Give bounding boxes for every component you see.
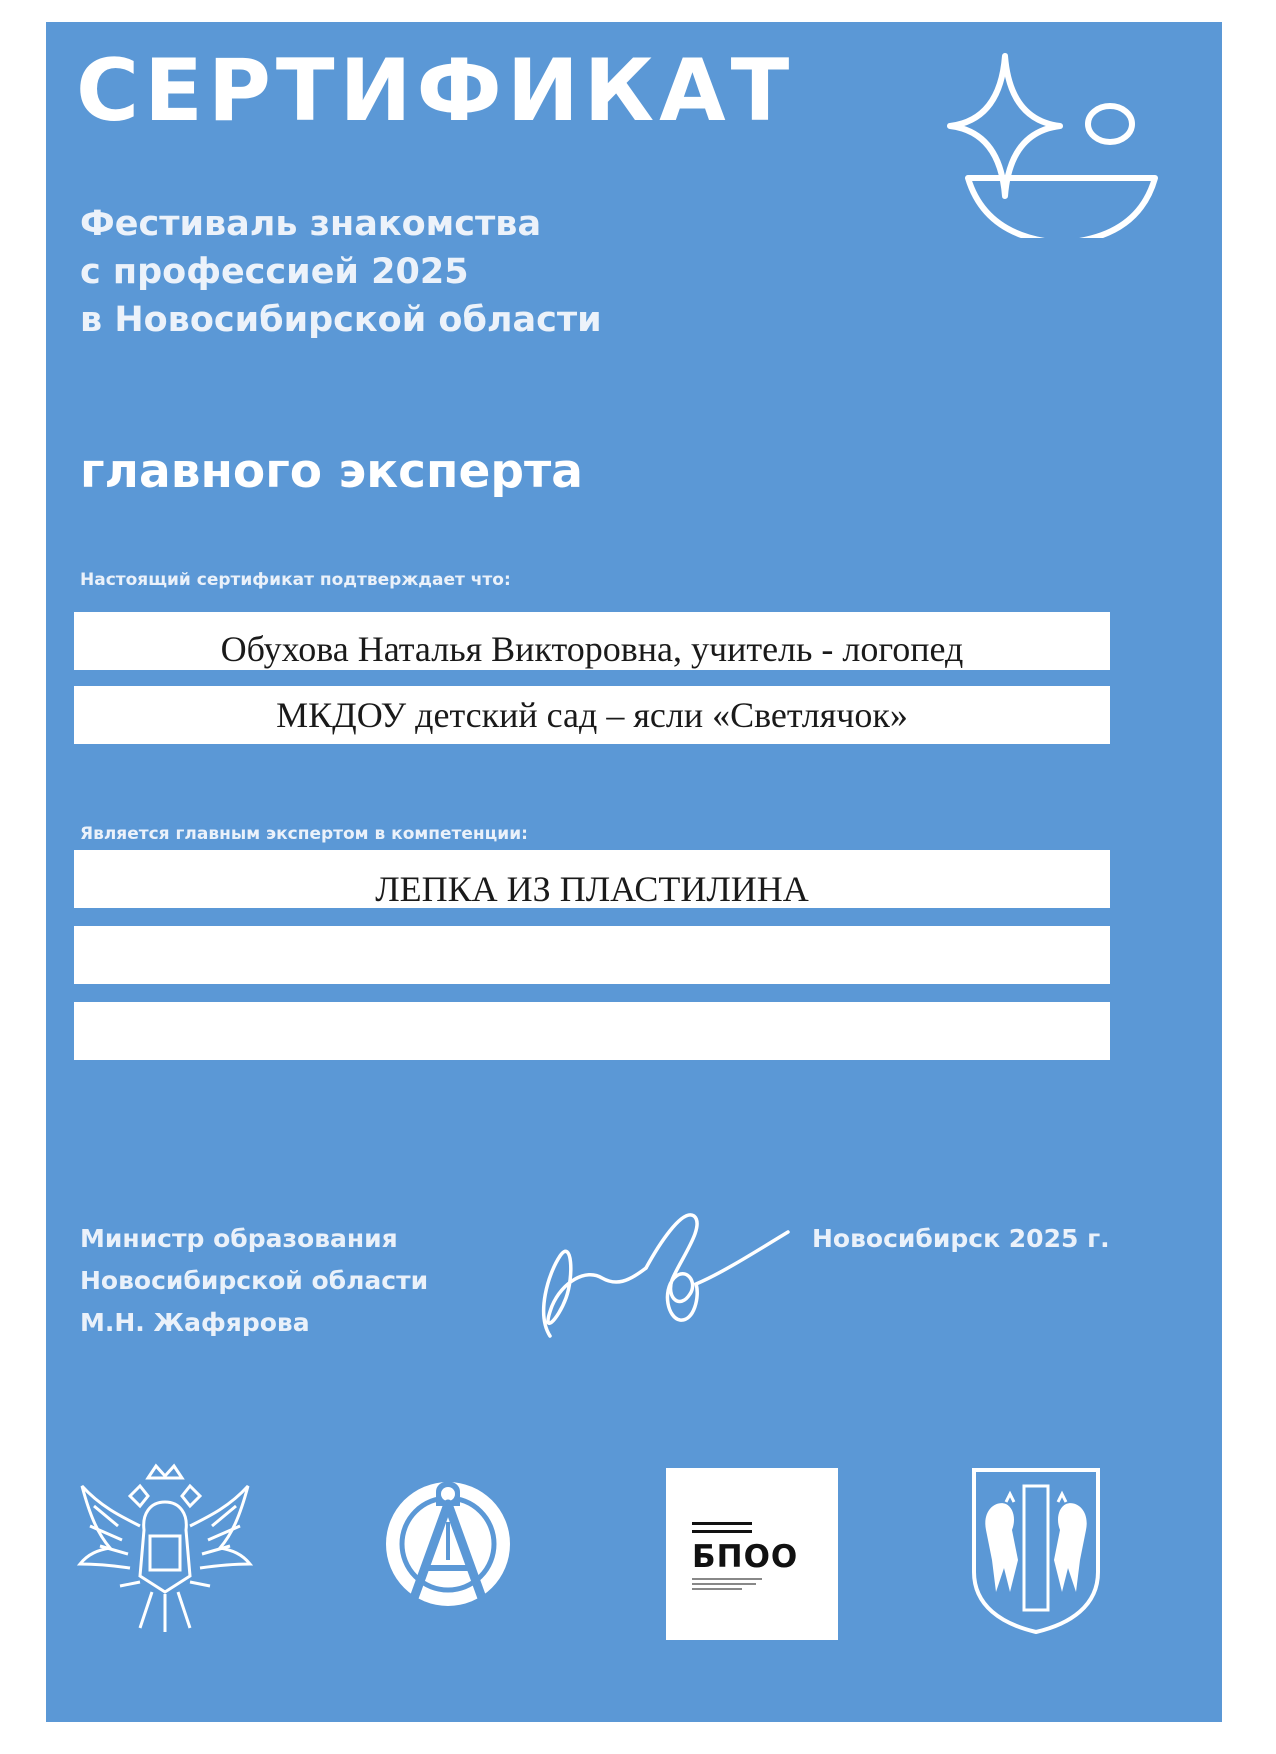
novosibirsk-coat-of-arms-icon	[966, 1460, 1106, 1636]
signatory-line-1: Министр образования	[80, 1224, 398, 1253]
organization-field: МКДОУ детский сад – ясли «Светлячок»	[74, 686, 1110, 744]
ministry-eagle-logo-icon	[70, 1456, 260, 1646]
festival-logo-icon	[910, 38, 1160, 238]
recipient-field: Обухова Наталья Викторовна, учитель - логопед	[74, 612, 1110, 670]
signatory-line-2: Новосибирской области	[80, 1266, 429, 1295]
competence-label: Является главным экспертом в компетенции:	[80, 824, 528, 844]
certificate-title: СЕРТИФИКАТ	[76, 41, 795, 141]
competence-field-3	[74, 1002, 1110, 1060]
place-and-date: Новосибирск 2025 г.	[812, 1224, 1110, 1253]
competence-field-1: ЛЕПКА ИЗ ПЛАСТИЛИНА	[74, 850, 1110, 908]
festival-line-1: Фестиваль знакомства	[80, 204, 542, 244]
bpoo-logo-text: БПОО	[692, 1539, 799, 1575]
competence-field-2	[74, 926, 1110, 984]
festival-line-2: с профессией 2025	[80, 252, 469, 292]
festival-line-3: в Новосибирской области	[80, 300, 602, 340]
academy-compass-logo-icon	[378, 1448, 518, 1618]
signatory-line-3: М.Н. Жафярова	[80, 1308, 310, 1337]
confirm-label: Настоящий сертификат подтверждает что:	[80, 570, 511, 590]
certificate-role: главного эксперта	[80, 444, 583, 499]
festival-name	[80, 200, 800, 344]
signature-icon	[530, 1186, 810, 1356]
signatory-block	[80, 1218, 428, 1344]
bpoo-logo	[666, 1468, 838, 1640]
